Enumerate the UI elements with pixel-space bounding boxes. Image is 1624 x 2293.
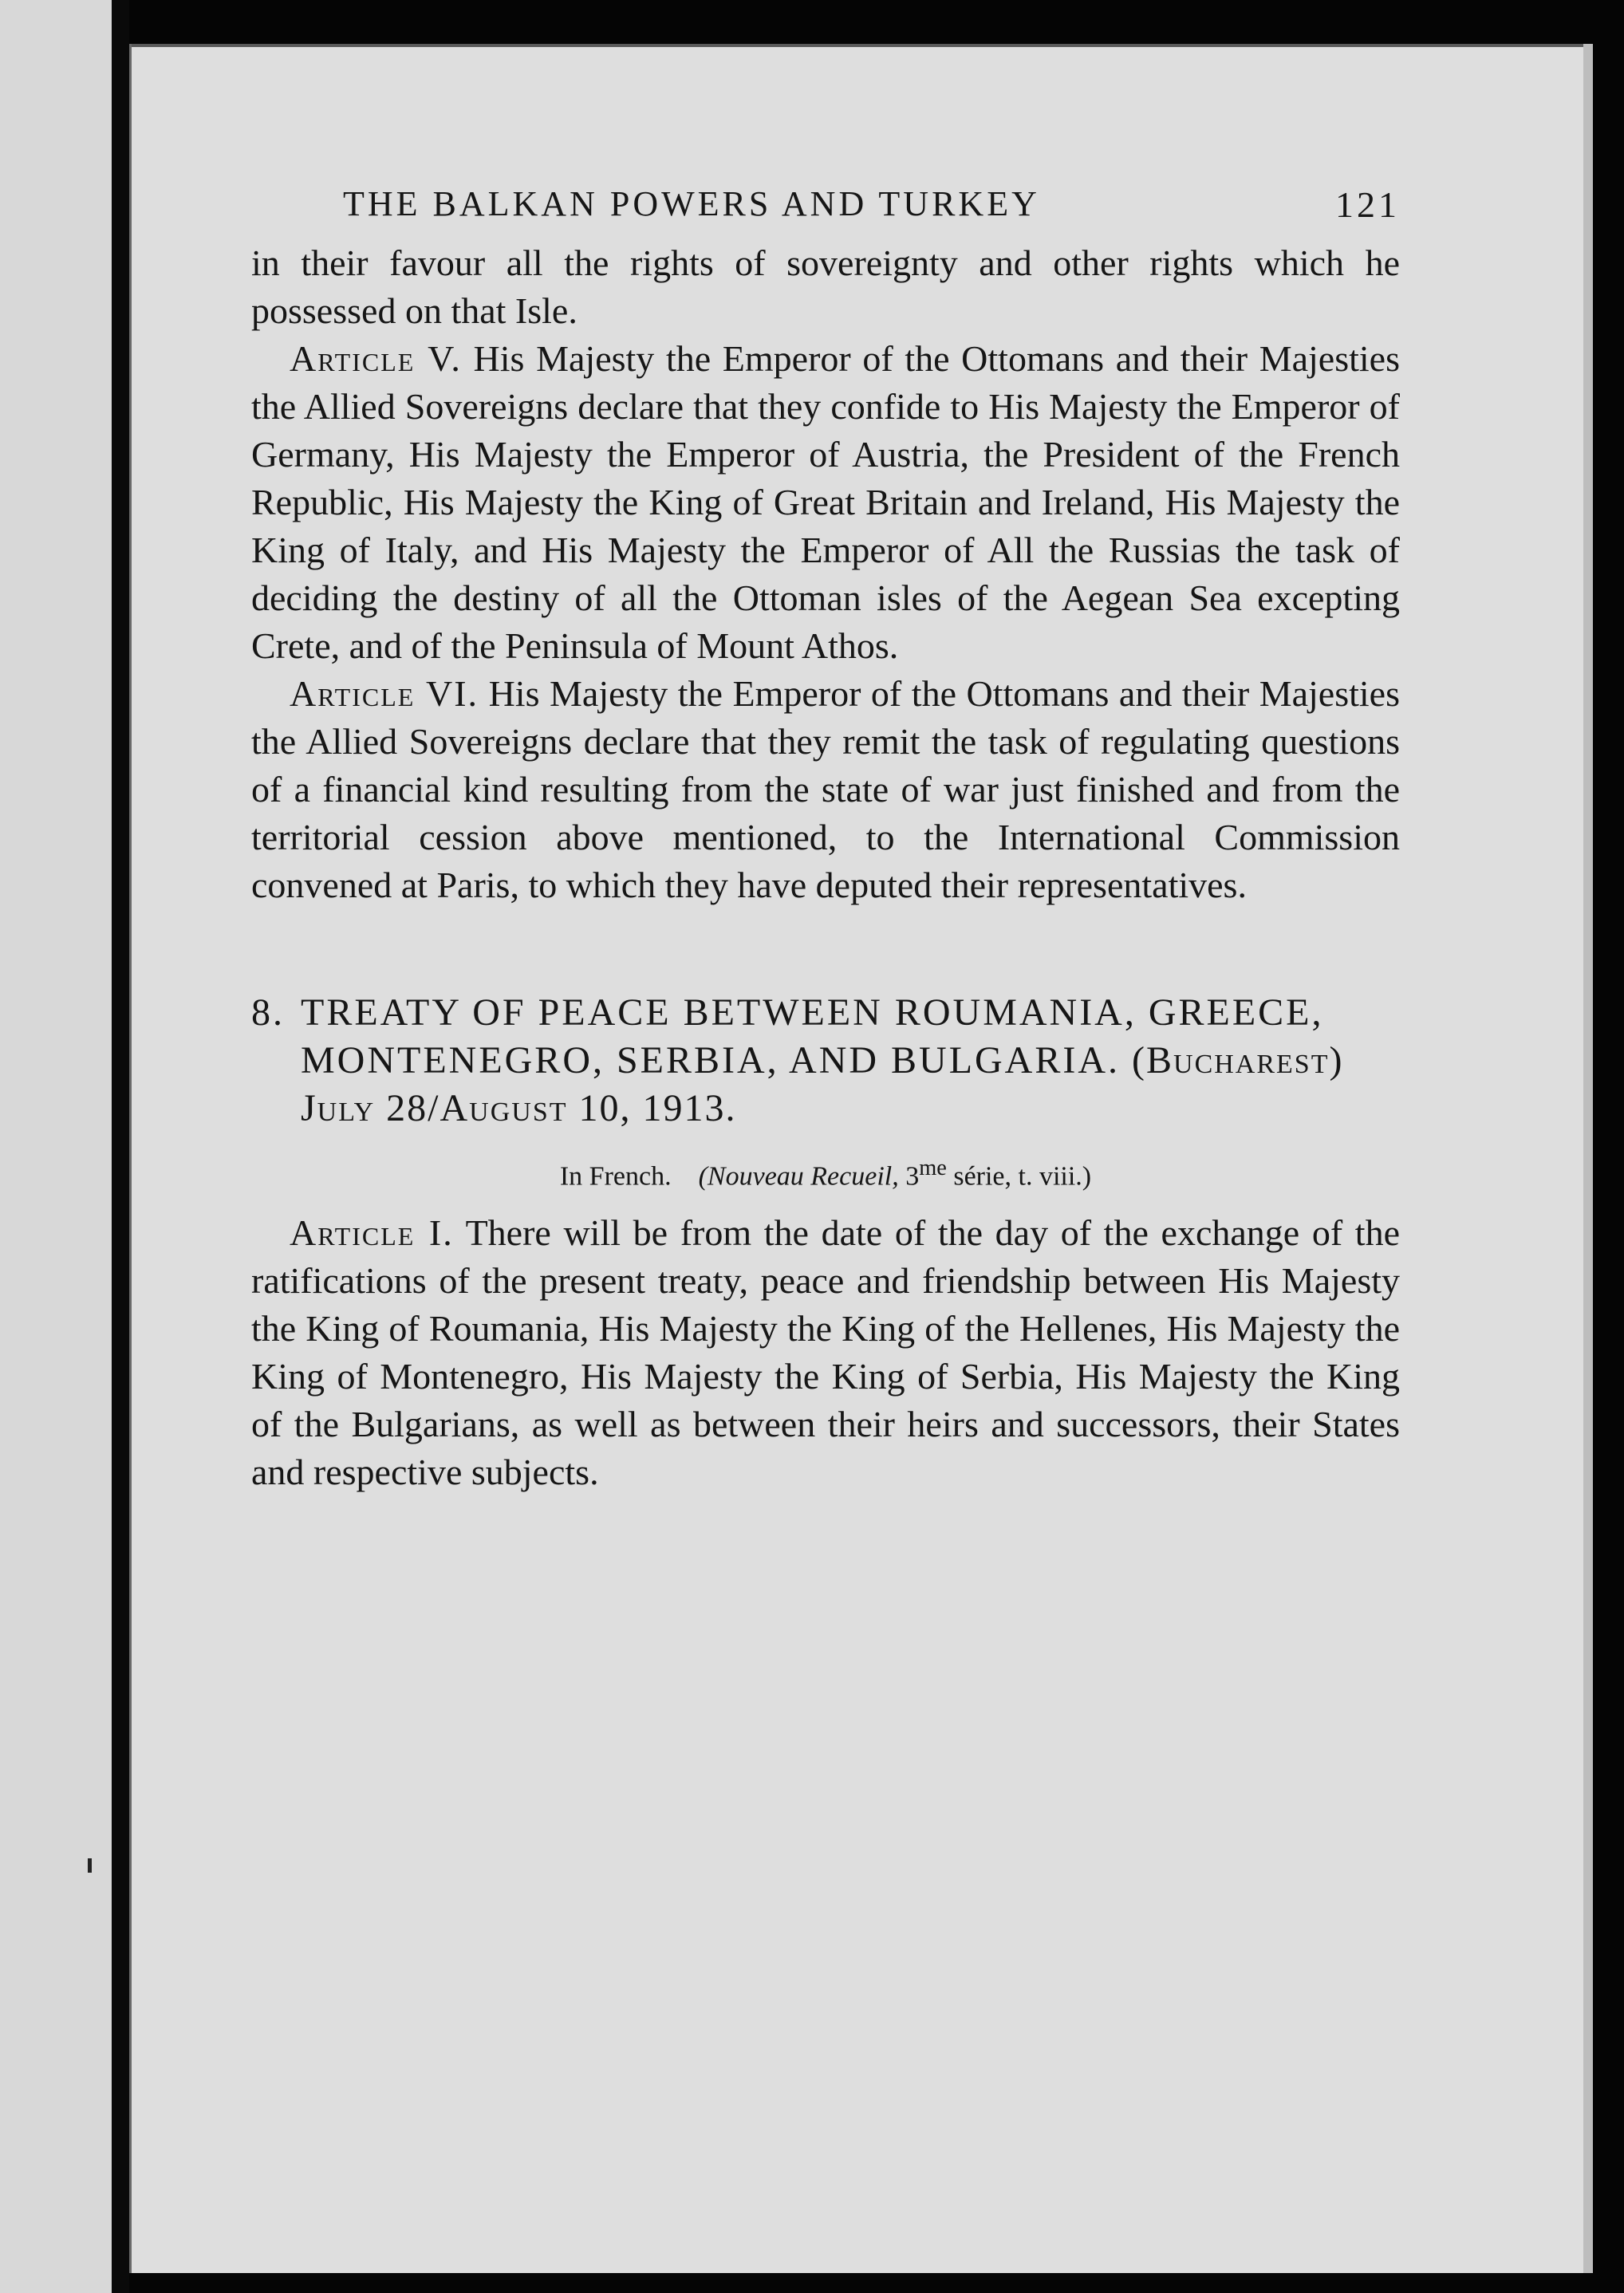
source-language: In French. [559,1161,672,1192]
running-head-title: THE BALKAN POWERS AND TURKEY [343,184,1040,223]
running-head [251,183,1400,239]
book-gutter [112,0,129,2293]
page-content [251,183,1400,1496]
section-heading-text [301,989,1400,1133]
article-vi-label: Article VI. [290,673,479,714]
article-vi-text: His Majesty the Emperor of the Ottomans and their Majesties the Allied Sovereigns declare that they remit the task of regulating questions of a financial kind resulting from the state of war just finished and from the territorial cession above mentioned, to the International Commission convened at Paris, to which they have deputed their representatives. [251,673,1401,905]
article-v-text: His Majesty the Emperor of the Ottomans and their Majesties the Allied Sovereigns declare that they confide to His Majesty the Emperor of Germany, His Majesty the Emperor of Austria, the President of the French Republic, His Majesty the King of Great Britain and Ireland, His Majesty the King of Italy, and His Majesty the Emperor of All the Russias the task of deciding the destiny of all the Ottoman isles of the Aegean Sea excepting Crete, and of the Peninsula of Mount Athos. [251,338,1400,666]
margin-mark [88,1858,92,1873]
source-citation [251,1148,1400,1196]
source-series-number: 3 [905,1161,920,1192]
source-series-suffix: me [919,1156,947,1180]
page-number: 121 [1335,184,1400,225]
paragraph-continuation-text: in their favour all the rights of sovereignty and other rights which he possessed on that Isle. [251,242,1400,331]
article-v-label: Article V. [290,338,462,379]
section-title: TREATY OF PEACE BETWEEN ROUMANIA, GREECE, MONTENEGRO, SERBIA, AND BULGARIA. [301,991,1324,1081]
article-v [251,335,1400,670]
paragraph-continuation [251,239,1400,335]
section-number: 8. [251,991,285,1034]
page-top-edge [132,44,1593,47]
article-i-label: Article I. [290,1212,454,1254]
section-date: July 28/August 10, 1913. [301,1087,737,1129]
source-title: (Nouveau Recueil, [698,1161,899,1192]
section-heading [251,989,1400,1133]
book-page [129,44,1593,2273]
facing-page-edge [0,0,112,2293]
article-i-text: There will be from the date of the day of the exchange of the ratifications of the present treaty, peace and friendship between His Majesty the King of Roumania, His Majesty the King of the Hellenes, His Majesty the King of Montenegro, His Majesty the King of Serbia, His Majesty the King of the Bulgarians, as well as between their heirs and successors, their States and respective subjects. [251,1212,1400,1493]
section-place: (Bucharest) [1132,1039,1344,1081]
page-right-edge [1583,44,1593,2273]
source-rest: série, t. viii.) [953,1161,1092,1192]
article-i [251,1209,1400,1496]
article-vi [251,670,1400,909]
